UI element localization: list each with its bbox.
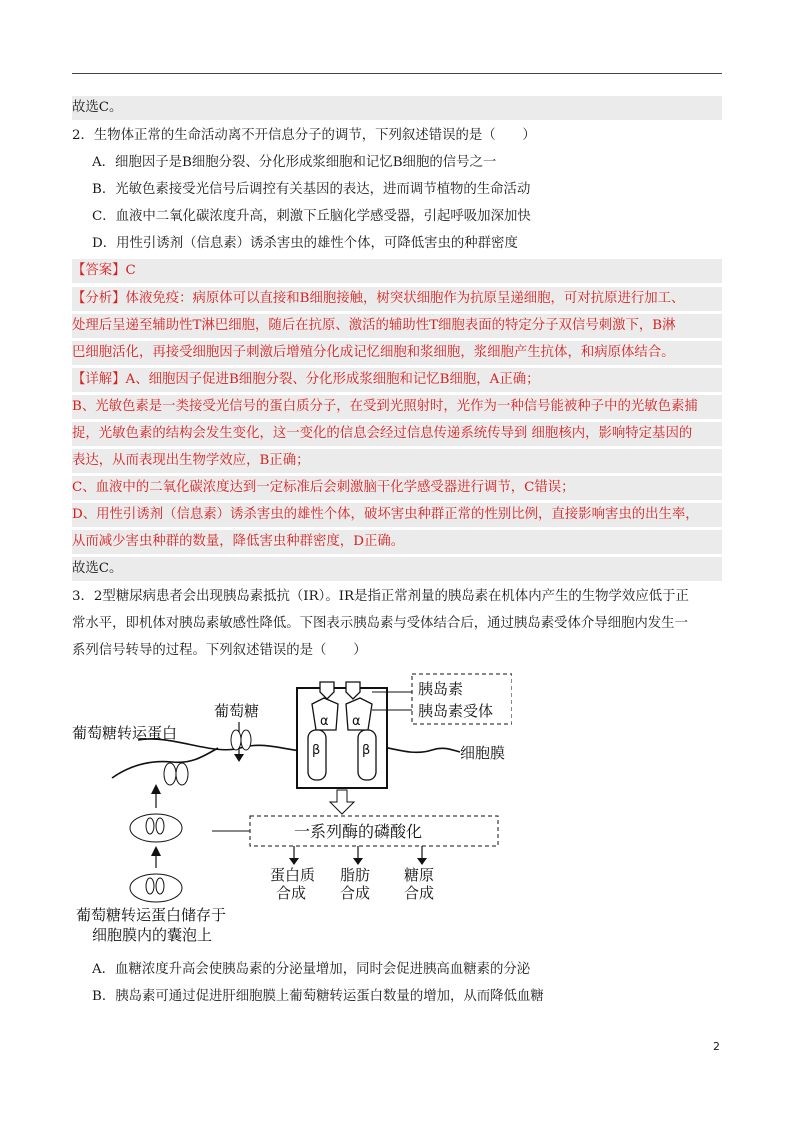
output-3-top: 糖原 <box>404 866 435 884</box>
vesicle-2-transporter-a <box>146 878 154 894</box>
transporter-label: 葡萄糖转运蛋白 <box>72 724 178 742</box>
question-3-option-a: A．血糖浓度升高会使胰岛素的分泌量增加，同时会促进胰高血糖素的分泌 <box>92 962 531 977</box>
detail-line-4: 表达，从而表现出生物学效应，B正确； <box>72 449 722 473</box>
vesicle-2-transporter-b <box>156 878 164 894</box>
question-3-stem-3: 系列信号转导的过程。下列叙述错误的是（ ） <box>72 643 367 658</box>
page-number: 2 <box>713 1040 720 1053</box>
question-3-stem-2: 常水平，即机体对胰岛素敏感性降低。下图表示胰岛素与受体结合后，通过胰岛素受体介导细胞内发生一 <box>72 616 688 631</box>
question-2-option-d: D．用性引诱剂（信息素）诱杀害虫的雄性个体，可降低害虫的种群密度 <box>92 236 518 251</box>
answer-label: 【答案】C <box>72 259 722 283</box>
detail-line-3: 捉，光敏色素的结构会发生变化，这一变化的信息会经过信息传递系统传导到 细胞核内，影响特定基因的 <box>72 422 722 446</box>
detail-line-6: D、用性引诱剂（信息素）诱杀害虫的雄性个体，破坏害虫种群正常的性别比例，直接影响害虫的出生率， <box>72 503 722 527</box>
output-1-top: 蛋白质 <box>270 866 316 884</box>
analysis-line-1: 【分析】体液免疫：病原体可以直接和B细胞接触，树突状细胞作为抗原呈递细胞，可对抗原进行加工、 <box>72 287 722 311</box>
detail-line-5: C、血液中的二氧化碳浓度达到一定标准后会刺激脑干化学感受器进行调节，C错误； <box>72 476 722 500</box>
beta-label-left: β <box>312 743 321 758</box>
question-2-option-c: C．血液中二氧化碳浓度升高，刺激下丘脑化学感受器，引起呼吸加深加快 <box>92 209 531 224</box>
membrane-transporter-1 <box>164 763 176 785</box>
detail-line-7: 从而减少害虫种群的数量，降低害虫种群密度，D正确。 <box>72 530 722 554</box>
output-2-bottom: 合成 <box>340 884 371 902</box>
transporter-oval-2 <box>241 730 251 750</box>
question-2-option-a: A．细胞因子是B细胞分裂、分化形成浆细胞和记忆B细胞的信号之一 <box>92 155 497 170</box>
detail-line-2: B、光敏色素是一类接受光信号的蛋白质分子，在受到光照射时，光作为一种信号能被种子中的光敏色素捕 <box>72 395 722 419</box>
vesicle-1-transporter-a <box>146 818 154 834</box>
answer-choice: 故选C。 <box>72 557 722 581</box>
analysis-line-3: 巴细胞活化，再接受细胞因子刺激后增殖分化成记忆细胞和浆细胞，浆细胞产生抗体，和病原体结合。 <box>72 341 722 365</box>
beta-label-right: β <box>362 743 371 758</box>
transporter-oval-1 <box>231 730 241 750</box>
question-3-option-b: B．胰岛素可通过促进肝细胞膜上葡萄糖转运蛋白数量的增加，从而降低血糖 <box>92 989 544 1004</box>
vesicle-1-transporter-b <box>156 818 164 834</box>
output-1-bottom: 合成 <box>276 884 307 902</box>
output-arrowhead-2 <box>353 858 363 865</box>
insulin-signaling-figure <box>72 668 512 948</box>
header-rule <box>72 73 722 74</box>
cascade-hollow-arrow <box>330 790 354 814</box>
output-2-top: 脂肪 <box>340 866 371 884</box>
output-3-bottom: 合成 <box>404 884 435 902</box>
alpha-label-left: α <box>320 714 329 729</box>
detail-line-1: 【详解】A、细胞因子促进B细胞分裂、分化形成浆细胞和记忆B细胞，A正确； <box>72 368 722 392</box>
cascade-label: 一系列酶的磷酸化 <box>294 822 423 841</box>
receptor-label: 胰岛素受体 <box>418 702 494 720</box>
glucose-label: 葡萄糖 <box>214 702 260 720</box>
membrane-label: 细胞膜 <box>460 744 506 762</box>
question-2-stem: 2．生物体正常的生命活动离不开信息分子的调节，下列叙述错误的是（ ） <box>72 128 536 143</box>
output-arrowhead-1 <box>289 858 299 865</box>
analysis-line-2: 处理后呈递至辅助性T淋巴细胞，随后在抗原、激活的辅助性T细胞表面的特定分子双信号刺激下，B淋 <box>72 314 722 338</box>
output-arrowhead-3 <box>417 858 427 865</box>
insulin-label: 胰岛素 <box>418 680 464 698</box>
alpha-label-right: α <box>352 714 361 729</box>
question-3-stem-1: 3．2型糖尿病患者会出现胰岛素抵抗（IR）。IR是指正常剂量的胰岛素在机体内产生的生物学效应低于正 <box>72 589 689 604</box>
vesicle-caption-line-2: 细胞膜内的囊泡上 <box>92 926 213 944</box>
membrane-transporter-2 <box>176 763 188 785</box>
answer-choice-prev: 故选C。 <box>72 96 722 120</box>
glucose-arrowhead <box>234 754 244 762</box>
vesicle-arrowhead-2 <box>151 846 161 856</box>
question-2-option-b: B．光敏色素接受光信号后调控有关基因的表达，进而调节植物的生命活动 <box>92 182 531 197</box>
vesicle-caption-line-1: 葡萄糖转运蛋白储存于 <box>76 906 227 924</box>
vesicle-arrowhead-1 <box>151 784 161 794</box>
